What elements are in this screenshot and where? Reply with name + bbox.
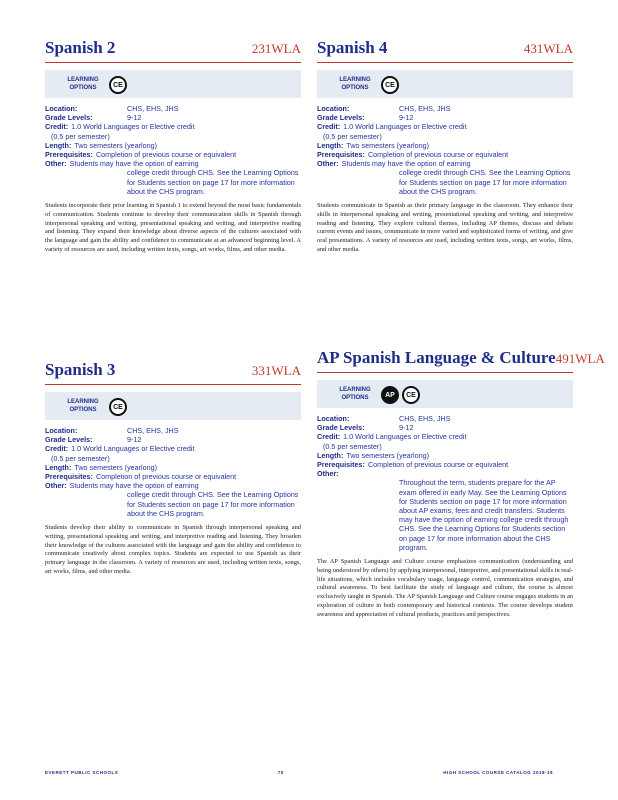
- credit-note: (0.5 per semester): [51, 131, 110, 141]
- length-value: Two semesters (yearlong): [74, 462, 158, 472]
- learning-options-label: LEARNING OPTIONS: [339, 387, 371, 401]
- learning-options-label: LEARNING OPTIONS: [67, 399, 99, 413]
- course-title: Spanish 2: [45, 38, 116, 57]
- credit-label: Credit:: [317, 122, 341, 132]
- grade-label: Grade Levels:: [45, 113, 93, 123]
- length-label: Length:: [317, 450, 344, 460]
- course-spanish-3: [45, 360, 301, 577]
- credit-note: (0.5 per semester): [323, 441, 382, 451]
- length-label: Length:: [45, 462, 72, 472]
- college-credit-badge-icon: CE: [109, 76, 127, 94]
- learning-options-bar: [317, 380, 573, 408]
- college-credit-badge-icon: CE: [381, 76, 399, 94]
- prereq-label: Prerequisites:: [45, 472, 93, 482]
- prereq-label: Prerequisites:: [45, 150, 93, 160]
- badge-group: [381, 74, 402, 95]
- ap-badge-icon: AP: [381, 386, 399, 404]
- prereq-value: Completion of previous course or equivalent: [95, 472, 237, 482]
- page-number: 70: [277, 770, 284, 775]
- other-value: Students may have the option of earning: [69, 481, 199, 491]
- right-column: [317, 38, 605, 634]
- course-description: Students develop their ability to communicate in Spanish through interpersonal speaking and writing, presentational speaking and writing, and interpretive reading and listening. They broaden their knowledge of the cultures associated with the language and gain the ability and confidence to communicate creatively about complex topics. Students are expected to use Spanish as their primary language in the classroom. A variety of resources are used, including written texts, songs, art works, films, and other media.: [45, 524, 301, 576]
- learning-options-bar: [45, 70, 301, 98]
- length-label: Length:: [45, 140, 72, 150]
- grade-value: 9-12: [127, 435, 142, 445]
- grade-value: 9-12: [399, 423, 414, 433]
- other-detail: college credit through CHS. See the Learning Options for Students section on page 17 for more information about the CHS program.: [399, 168, 571, 196]
- course-info: [317, 414, 573, 552]
- location-value: CHS, EHS, JHS: [127, 104, 179, 113]
- location-label: Location:: [45, 426, 78, 435]
- course-code: 331WLA: [251, 363, 301, 378]
- course-info: [317, 104, 573, 196]
- grade-label: Grade Levels:: [317, 113, 365, 123]
- credit-label: Credit:: [45, 444, 69, 454]
- credit-note: (0.5 per semester): [51, 453, 110, 463]
- other-detail: college credit through CHS. See the Learning Options for Students section on page 17 for more information about the CHS program.: [127, 490, 299, 518]
- course-description: Students communicate in Spanish as their primary language in the classroom. They enhance their skills in interpersonal speaking and writing, presentational speaking and writing, and interpretive reading and listening. They explore cultural themes, including AP themes, discuss and debate current events and issues, communicate in more varied and sophisticated forms of writing, and give oral presentations. A variety of resources are used, including written texts, songs, art works, films, and other media.: [317, 202, 573, 254]
- credit-value: 1.0 World Languages or Elective credit: [71, 122, 195, 132]
- credit-value: 1.0 World Languages or Elective credit: [343, 432, 467, 442]
- left-column: [45, 38, 301, 591]
- length-value: Two semesters (yearlong): [346, 450, 430, 460]
- prereq-value: Completion of previous course or equivalent: [95, 150, 237, 160]
- badge-group: [381, 384, 423, 405]
- grade-value: 9-12: [127, 113, 142, 123]
- course-info: [45, 104, 301, 196]
- prereq-label: Prerequisites:: [317, 150, 365, 160]
- other-label: Other:: [45, 481, 67, 491]
- course-code: 491WLA: [555, 351, 605, 366]
- badge-group: [109, 396, 130, 417]
- location-label: Location:: [317, 104, 350, 113]
- grade-value: 9-12: [399, 113, 414, 123]
- course-header: [45, 38, 301, 63]
- badge-group: [109, 74, 130, 95]
- course-spanish-2: [45, 38, 301, 346]
- other-value: Students may have the option of earning: [341, 159, 471, 169]
- other-label: Other:: [45, 159, 67, 169]
- learning-options-label: LEARNING OPTIONS: [67, 77, 99, 91]
- location-value: CHS, EHS, JHS: [399, 104, 451, 113]
- footer-left: EVERETT PUBLIC SCHOOLS: [45, 770, 119, 775]
- prereq-value: Completion of previous course or equivalent: [367, 460, 509, 470]
- footer-right: HIGH SCHOOL COURSE CATALOG 2018-19: [443, 770, 553, 775]
- other-label: Other:: [317, 159, 339, 169]
- course-header: [317, 38, 573, 63]
- credit-note: (0.5 per semester): [323, 131, 382, 141]
- learning-options-label: LEARNING OPTIONS: [339, 77, 371, 91]
- course-title: Spanish 3: [45, 360, 116, 379]
- grade-label: Grade Levels:: [317, 423, 365, 433]
- learning-options-bar: [317, 70, 573, 98]
- other-detail: Throughout the term, students prepare for the AP exam offered in early May. See the Learning Options for Students section on page 17 for more information about AP exams, fees and credit transfers. Students may have the option of earning college credit through CHS. See the Learning Options for Students section on page 17 for more information about the CHS program.: [399, 478, 569, 552]
- credit-label: Credit:: [45, 122, 69, 132]
- length-value: Two semesters (yearlong): [346, 140, 430, 150]
- location-label: Location:: [317, 414, 350, 423]
- college-credit-badge-icon: CE: [402, 386, 420, 404]
- credit-value: 1.0 World Languages or Elective credit: [343, 122, 467, 132]
- course-spanish-4: [317, 38, 573, 334]
- course-header: [45, 360, 301, 385]
- location-value: CHS, EHS, JHS: [399, 414, 451, 423]
- other-label: Other:: [317, 469, 339, 479]
- location-value: CHS, EHS, JHS: [127, 426, 179, 435]
- credit-value: 1.0 World Languages or Elective credit: [71, 444, 195, 454]
- course-description: Students incorporate their prior learning in Spanish 1 to extend beyond the most basic fundamentals of communication. Students continue to develop their communication skills in Spanish through interpersonal speaking and writing, presentational speaking and writing, and interpretive reading and listening. They expand their knowledge about diverse aspects of the cultures associated with the language and gain the ability and confidence to communicate at an advanced beginning level. A variety of resources are used, including written texts, songs, art works, films, and other media.: [45, 202, 301, 254]
- credit-label: Credit:: [317, 432, 341, 442]
- course-info: [45, 426, 301, 518]
- other-value: Students may have the option of earning: [69, 159, 199, 169]
- location-label: Location:: [45, 104, 78, 113]
- page-footer: [45, 770, 553, 775]
- length-label: Length:: [317, 140, 344, 150]
- course-title: AP Spanish Language & Culture: [317, 348, 556, 367]
- course-code: 231WLA: [251, 41, 301, 56]
- course-title: Spanish 4: [317, 38, 388, 57]
- course-code: 431WLA: [523, 41, 573, 56]
- learning-options-bar: [45, 392, 301, 420]
- course-ap-spanish: [317, 348, 605, 620]
- college-credit-badge-icon: CE: [109, 398, 127, 416]
- length-value: Two semesters (yearlong): [74, 140, 158, 150]
- grade-label: Grade Levels:: [45, 435, 93, 445]
- prereq-value: Completion of previous course or equivalent: [367, 150, 509, 160]
- prereq-label: Prerequisites:: [317, 460, 365, 470]
- other-detail: college credit through CHS. See the Learning Options for Students section on page 17 for more information about the CHS program.: [127, 168, 299, 196]
- course-header: [317, 348, 605, 373]
- course-description: The AP Spanish Language and Culture course emphasizes communication (understanding and being understood by others) by applying interpersonal, interpretive, and presentational skills in real-life situations, which includes vocabulary usage, language control, communication strategies, and cultural awareness. To best facilitate the study of language and culture, the course is almost exclusively taught in Spanish. The AP Spanish Language and Culture course engages students in an exploration of culture in both contemporary and historical contexts. The course develops student awareness and appreciation of cultural products, practices and perspectives.: [317, 558, 573, 618]
